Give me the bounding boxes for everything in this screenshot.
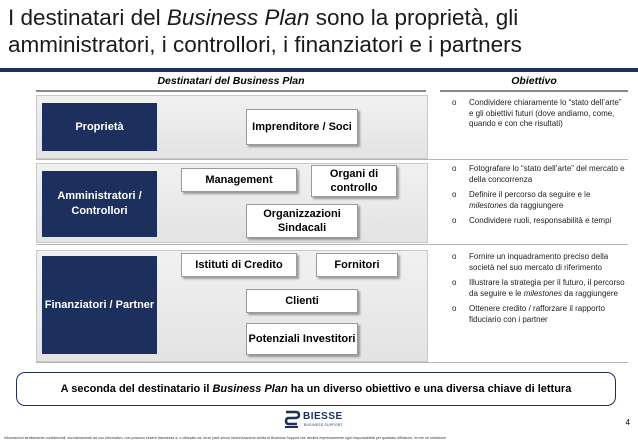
row-separator	[36, 362, 628, 363]
objective-text-post: da raggiungere	[561, 288, 618, 298]
objective-item	[452, 278, 628, 299]
bullet-icon: o	[452, 278, 457, 287]
objectives-row1	[452, 98, 628, 135]
objective-item	[452, 304, 628, 325]
summary-post: ha un diverso obiettivo e una diversa chiave di lettura	[287, 383, 572, 395]
title-part2: sono la proprietà, gli	[309, 5, 519, 30]
bullet-icon: o	[452, 190, 457, 199]
row-separator	[36, 244, 628, 245]
objective-text: Fotografare lo “stato dell’arte” del mercato e della concorrenza	[469, 164, 625, 184]
summary-box	[16, 372, 616, 406]
bullet-icon: o	[452, 216, 457, 225]
objective-text: Fornire un inquadramento preciso della società nel suo mercato di riferimento	[469, 252, 609, 272]
title-part1: I destinatari del	[8, 5, 167, 30]
objective-text-post: da raggiungere	[507, 200, 564, 210]
header-obiettivo: Obiettivo	[511, 75, 557, 87]
summary-pre: A seconda del destinatario il	[60, 383, 213, 395]
page-number: 4	[625, 418, 630, 427]
objective-text: Ottenere credito / rafforzare il rapporto fiduciario con i partner	[469, 304, 605, 324]
header-divider-right	[440, 90, 628, 92]
bullet-icon: o	[452, 252, 457, 261]
entity-istituti-di-credito: Istituti di Credito	[181, 253, 297, 277]
objective-text: Condividere chiaramente lo “stato dell’arte” e gli obiettivi futuri (dove andiamo, come, quando e con che risultati)	[469, 98, 622, 128]
header-divider-left	[36, 90, 426, 92]
confidentiality-note: Informazioni strettamente confidenziali, esclusivamente ad uso informativo, non possono essere trasmesse a, o utilizzate da, terze parti senza l'autorizzazione scritta di Business Support che declina espressamente ogni responsabilità per qualsiasi diffusione, errore od omissione	[4, 436, 447, 440]
entity-clienti: Clienti	[246, 289, 358, 313]
entity-organizzazioni-sindacali: Organizzazioni Sindacali	[246, 204, 358, 238]
row-separator	[36, 159, 628, 160]
objective-item	[452, 164, 628, 185]
objective-text: Condividere ruoli, responsabilità e tempi	[469, 216, 612, 225]
entity-potenziali-investitori: Potenziali Investitori	[246, 323, 358, 355]
title-rule	[0, 68, 638, 72]
title-line2: amministratori, i controllori, i finanziatori e i partners	[8, 32, 522, 57]
objectives-row2	[452, 164, 628, 232]
summary-italic: Business Plan	[212, 383, 288, 395]
objective-italic: milestones	[523, 288, 562, 298]
category-proprieta: Proprietà	[42, 103, 157, 151]
objective-item	[452, 252, 628, 273]
objective-item	[452, 216, 628, 227]
objective-text: Definire il percorso da seguire e le	[469, 190, 591, 199]
objective-item	[452, 190, 628, 211]
entity-fornitori: Fornitori	[316, 253, 398, 277]
logo-sub: BUSINESS SUPPORT	[304, 423, 343, 427]
title-italic: Business Plan	[166, 5, 310, 30]
objectives-row3	[452, 252, 628, 330]
bullet-icon: o	[452, 304, 457, 313]
objective-item	[452, 98, 628, 130]
biesse-logo	[283, 410, 378, 432]
entity-management: Management	[181, 168, 297, 192]
bullet-icon: o	[452, 98, 457, 107]
entity-organi-di-controllo: Organi di controllo	[311, 165, 397, 197]
header-destinatari: Destinatari del Business Plan	[157, 75, 305, 87]
biesse-logo-icon	[283, 410, 301, 430]
category-finanziatori-partner: Finanziatori / Partner	[42, 256, 157, 354]
logo-name: BIESSE	[303, 411, 343, 422]
summary-text	[61, 383, 572, 395]
entity-imprenditore-soci: Imprenditore / Soci	[246, 109, 358, 145]
bullet-icon: o	[452, 164, 457, 173]
category-amministratori-controllori: Amministratori / Controllori	[42, 171, 157, 237]
objective-italic: milestones	[469, 200, 508, 210]
slide-title	[8, 4, 608, 58]
objective-text: Illustrare la strategia per il futuro, il percorso da seguire e le	[469, 278, 625, 298]
